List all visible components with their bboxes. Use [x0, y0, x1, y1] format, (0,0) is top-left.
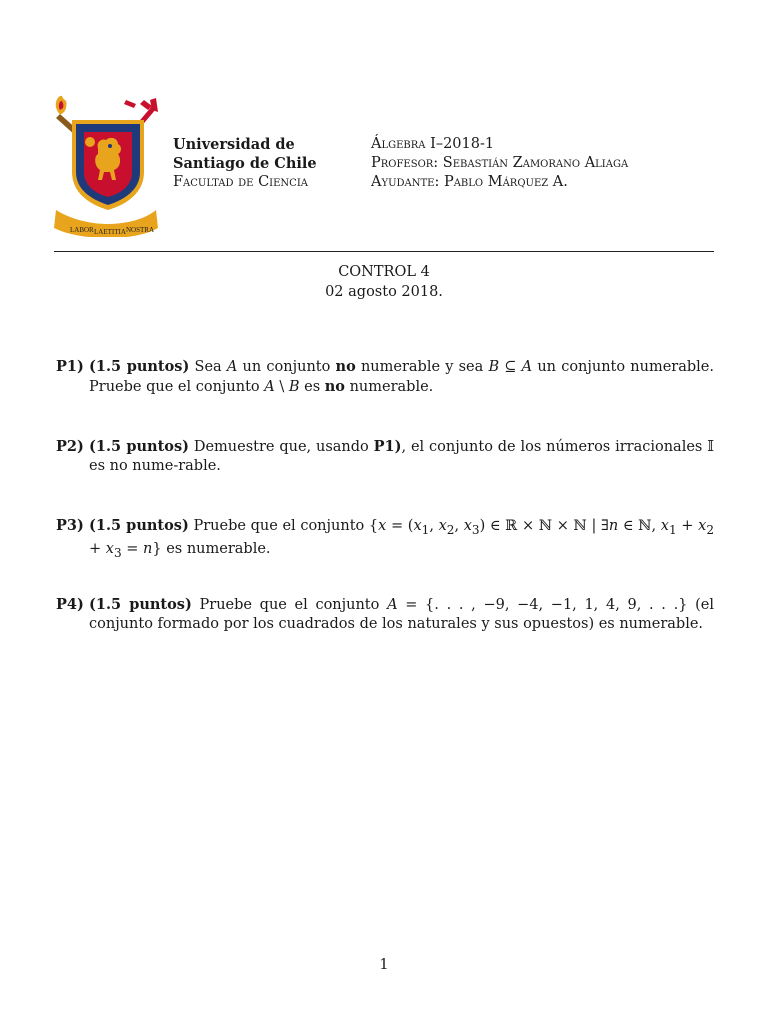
motto-text-3: NOSTRA — [126, 226, 155, 234]
problem-body: (1.5 puntos) Demuestre que, usando P1), el conjunto de los números irracionales 𝕀 es no nume-rable. — [89, 438, 714, 474]
problem-4 — [56, 595, 714, 634]
problem-label: P3) — [56, 517, 84, 534]
professor-line: Profesor: Sebastián Zamorano Aliaga — [371, 155, 629, 171]
motto-text-2: LAETITIA — [94, 228, 126, 236]
problem-body: (1.5 puntos) Pruebe que el conjunto {$x = (x_1$, $x_2$, $x_3$) ∈ ℝ × ℕ × ℕ | ∃n ∈ ℕ, $x_1 + x_2 + x_3 = n$} es numerable. — [89, 517, 714, 560]
course-block — [371, 135, 628, 192]
motto-text-1: LABOR — [70, 226, 94, 234]
university-coat-of-arms-logo — [52, 92, 160, 237]
university-name-line2: Santiago de Chile — [173, 155, 317, 172]
problem-body: (1.5 puntos) Sea A un conjunto no numerable y sea B ⊆ A un conjunto numerable. Pruebe que el conjunto A \ B es no numerable. — [89, 358, 714, 395]
page-number: 1 — [379, 957, 389, 973]
problem-points: (1.5 puntos) — [89, 438, 189, 455]
faculty-name: Facultad de Ciencia — [173, 174, 309, 190]
problem-label: P2) — [56, 438, 84, 455]
problem-body: (1.5 puntos) Pruebe que el conjunto A = {. . . , −9, −4, −1, 1, 4, 9, . . .} (el conjunto formado por los cuadrados de los naturales y sus opuestos) es numerable. — [89, 596, 714, 632]
header-divider — [54, 251, 714, 252]
exam-title: CONTROL 4 — [338, 264, 430, 280]
assistant-line: Ayudante: Pablo Márquez A. — [371, 174, 568, 190]
course-title: Álgebra I–2018-1 — [371, 136, 495, 152]
problem-points: (1.5 puntos) — [89, 517, 189, 534]
problem-points: (1.5 puntos) — [89, 596, 192, 613]
problem-1 — [56, 357, 714, 397]
exam-date: 02 agosto 2018. — [325, 284, 443, 300]
university-block — [173, 135, 317, 192]
problem-label: P1) — [56, 358, 84, 375]
problem-2 — [56, 437, 714, 476]
university-name-line1: Universidad de — [173, 136, 295, 153]
problem-3 — [56, 516, 714, 563]
problem-label: P4) — [56, 596, 84, 613]
problem-points: (1.5 puntos) — [89, 358, 190, 375]
